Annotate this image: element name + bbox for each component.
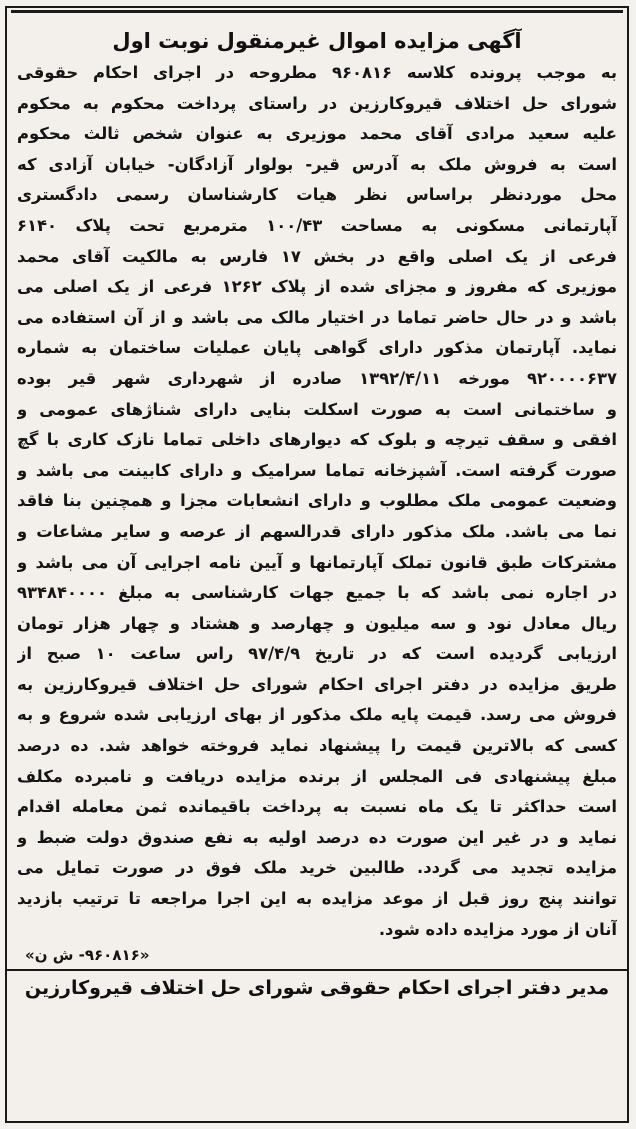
notice-body xyxy=(15,58,619,945)
body-line: مزایده تجدید می گردد. طالبین خرید ملک فوق در صورت تمایل می xyxy=(17,858,617,878)
body-line: فرعی از یک اصلی واقع در بخش ۱۷ فارس به مالکیت آقای محمد xyxy=(17,246,617,266)
body-line: مبلغ پیشنهادی فی المجلس از برنده مزایده دریافت و نامبرده مکلف xyxy=(17,766,617,786)
body-line: توانند پنج روز قبل از موعد مزایده به این اجرا مراجعه تا ترتیب بازدید xyxy=(17,889,617,909)
reference-code: «۹۶۰۸۱۶- ش ن» xyxy=(25,946,150,965)
body-line: علیه سعید مرادی آقای محمد موزیری به عنوان شخص ثالث محکوم xyxy=(17,124,617,144)
body-line: ۹۲۰۰۰۰۶۳۷ مورخه ۱۳۹۲/۴/۱۱ صادره از شهرداری شهر قیر بوده xyxy=(17,368,617,388)
body-line: موزیری که مفروز و مجزای شده از پلاک ۱۲۶۲ فرعی از یک اصلی می xyxy=(17,277,617,297)
body-line: کسی که بالاترین قیمت را پیشنهاد نماید فروخته خواهد شد. ده درصد xyxy=(17,736,617,756)
body-line: در اجاره نمی باشد که با جمیع جهات کارشناسی به مبلغ ۹۳۴۸۴۰۰۰۰ xyxy=(17,583,617,603)
body-line: طریق مزایده در دفتر اجرای احکام شورای حل اختلاف قیروکارزین به xyxy=(17,674,617,694)
body-line: نماید و در غیر این صورت ده درصد اولیه به نفع صندوق دولت ضبط و xyxy=(17,827,617,847)
body-line: است به فروش ملک به آدرس قیر- بولوار آزادگان- خیابان آزادی که xyxy=(17,154,617,174)
body-line: است حداکثر تا یک ماه نسبت به پرداخت باقیمانده ثمن معامله اقدام xyxy=(17,797,617,817)
body-line: نماید. آپارتمان مذکور دارای گواهی پایان عملیات ساختمان به شماره xyxy=(17,338,617,358)
body-line: ریال معادل نود و سه میلیون و چهارصد و هشتاد و چهار هزار تومان xyxy=(17,613,617,633)
body-line: باشد و در حال حاضر تماما در اختیار مالک می باشد و از آن استفاده می xyxy=(17,307,617,327)
body-line: ارزیابی گردیده است که در تاریخ ۹۷/۴/۹ راس ساعت ۱۰ صبح از xyxy=(17,644,617,664)
top-rule xyxy=(11,10,623,13)
body-line: صورت گرفته است. آشپزخانه تماما سرامیک و دارای کابینت می باشد و xyxy=(17,460,617,480)
notice-frame xyxy=(5,6,629,1123)
body-line: به موجب پرونده کلاسه ۹۶۰۸۱۶ مطروحه در اجرای احکام حقوقی xyxy=(17,63,617,82)
body-line: افقی و سقف تیرچه و بلوک که دیوارهای داخلی تماما نازک کاری با گچ xyxy=(17,430,617,450)
body-line: محل موردنظر براساس نظر هیات کارشناسان رسمی دادگستری xyxy=(17,185,617,205)
notice-signature: مدیر دفتر اجرای احکام حقوقی شورای حل اختلاف قیروکارزین xyxy=(24,977,610,1000)
body-line: آپارتمانی مسکونی به مساحت ۱۰۰/۴۳ مترمربع تحت پلاک ۶۱۴۰ xyxy=(17,215,617,235)
body-line-last: آنان از مورد مزایده داده شود. xyxy=(378,919,617,939)
body-line: مشترکات طبق قانون تملک آپارتمانها و آیین نامه اجرایی آن می باشد و xyxy=(17,552,617,572)
notice-title: آگهی مزایده اموال غیرمنقول نوبت اول xyxy=(112,29,522,53)
body-line: نما می باشد. ملک مذکور دارای قدرالسهم از عرصه و سایر مشاعات و xyxy=(17,521,617,541)
body-line: و ساختمانی است به صورت اسکلت بنایی دارای شناژهای عمومی و xyxy=(17,399,617,419)
body-line: فروش می رسد. قیمت پایه ملک مذکور از بهای ارزیابی شده شروع و به xyxy=(17,705,617,725)
body-line: شورای حل اختلاف قیروکارزین در راستای پرداخت محکوم به محکوم xyxy=(17,93,617,113)
body-line: وضعیت عمومی ملک مطلوب و دارای انشعابات مجزا و همچنین بنا فاقد xyxy=(17,491,617,511)
